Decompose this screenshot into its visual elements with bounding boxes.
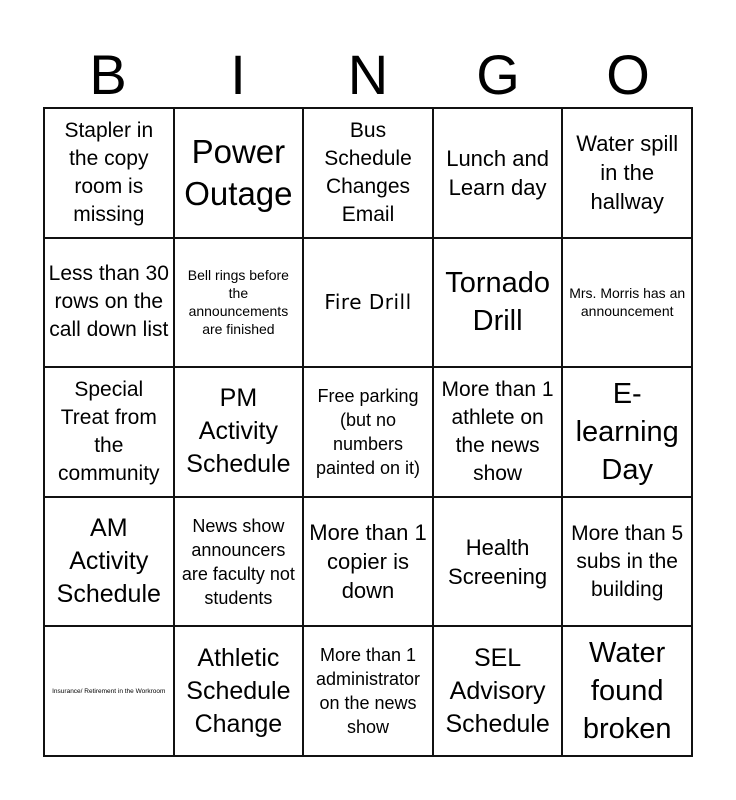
bingo-cell[interactable]: Lunch and Learn day [434, 109, 564, 239]
header-letter-i: I [230, 43, 246, 106]
bingo-cell[interactable]: Water found broken [563, 627, 693, 757]
bingo-cell[interactable]: Athletic Schedule Change [175, 627, 305, 757]
bingo-cell[interactable]: Insurance/ Retirement in the Workroom [45, 627, 175, 757]
bingo-cell[interactable]: Bus Schedule Changes Email [304, 109, 434, 239]
bingo-cell[interactable]: Free parking (but no numbers painted on it) [304, 368, 434, 498]
bingo-cell[interactable]: PM Activity Schedule [175, 368, 305, 498]
bingo-cell[interactable]: Bell rings before the announcements are finished [175, 239, 305, 369]
bingo-cell[interactable]: E-learning Day [563, 368, 693, 498]
bingo-cell[interactable]: Water spill in the hallway [563, 109, 693, 239]
header-letter-g: G [476, 43, 520, 106]
bingo-cell[interactable]: More than 1 athlete on the news show [434, 368, 564, 498]
bingo-card-grid [43, 107, 693, 757]
bingo-cell[interactable]: More than 5 subs in the building [563, 498, 693, 628]
bingo-header [43, 44, 693, 106]
bingo-cell[interactable]: Tornado Drill [434, 239, 564, 369]
bingo-cell[interactable]: Power Outage [175, 109, 305, 239]
bingo-cell[interactable]: Stapler in the copy room is missing [45, 109, 175, 239]
bingo-cell[interactable]: More than 1 administrator on the news show [304, 627, 434, 757]
bingo-cell[interactable]: Mrs. Morris has an announcement [563, 239, 693, 369]
bingo-cell[interactable]: Health Screening [434, 498, 564, 628]
bingo-cell[interactable]: Less than 30 rows on the call down list [45, 239, 175, 369]
header-letter-n: N [347, 43, 389, 106]
header-letter-o: O [606, 43, 650, 106]
bingo-cell[interactable]: Special Treat from the community [45, 368, 175, 498]
bingo-cell[interactable]: More than 1 copier is down [304, 498, 434, 628]
bingo-cell[interactable]: AM Activity Schedule [45, 498, 175, 628]
bingo-cell[interactable]: Fire Drill [304, 239, 434, 369]
header-letter-b: B [89, 43, 127, 106]
bingo-cell[interactable]: News show announcers are faculty not students [175, 498, 305, 628]
bingo-cell[interactable]: SEL Advisory Schedule [434, 627, 564, 757]
